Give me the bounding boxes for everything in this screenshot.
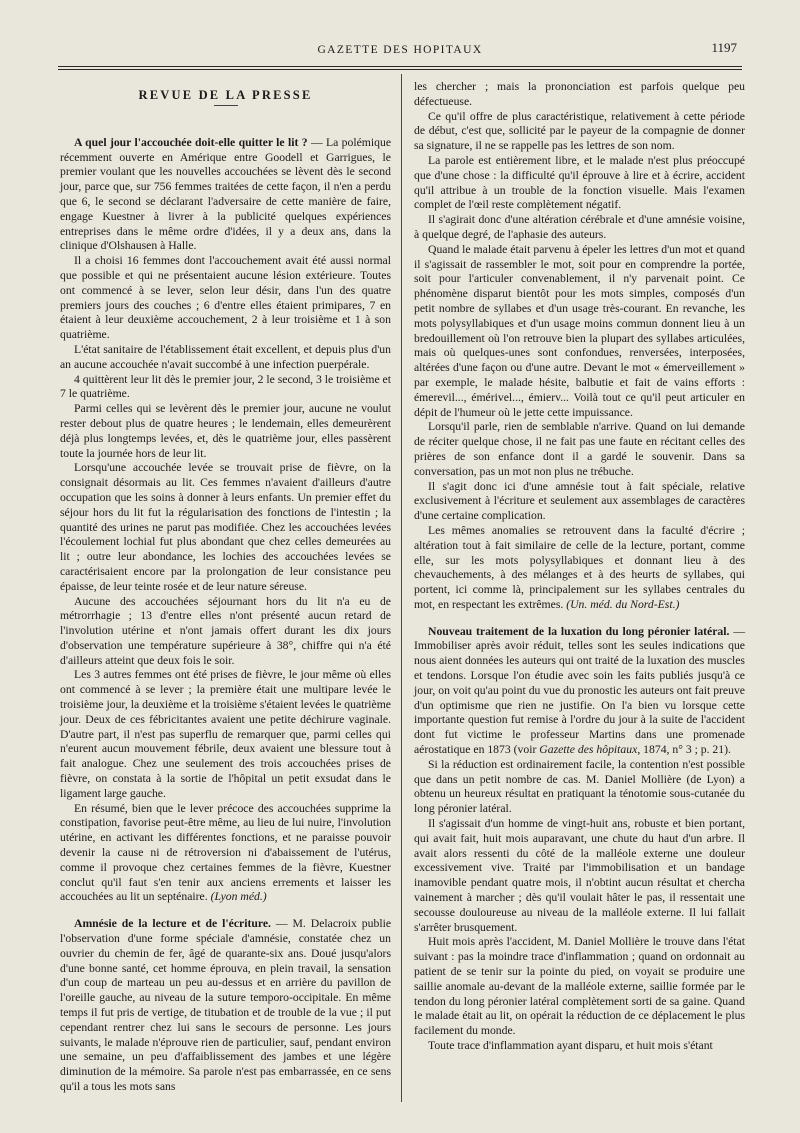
- article-paragraph: Lorsqu'il parle, rien de semblable n'arrive. Quand on lui demande de réciter quelque chose, il ne fait pas une faute en récitant celles des prières de son enfance dont il a gardé le souvenir. Dans sa conversation, pas un mot non plus ne trébuche.: [414, 420, 745, 478]
- article-paragraph: Aucune des accouchées séjournant hors du lit n'a eu de métrorrhagie ; 13 d'entre elles n'ont présenté aucun retard de l'involution utérine et n'ont jamais offert durant les dix jours d'observation une température supérieure à 38°, chiffre qui n'a été d'ailleurs atteint que deux fois le soir.: [60, 594, 391, 667]
- article-paragraph: Il s'agit donc ici d'une amnésie tout à fait spéciale, relative exclusivement à l'écriture et seulement aux assemblages de caractères d'une certaine complication.: [414, 479, 745, 523]
- journal-title: GAZETTE DES HOPITAUX: [317, 44, 483, 56]
- article-paragraph: En résumé, bien que le lever précoce des accouchées supprime la constipation, favorise peut-être même, au lieu de lui nuire, l'involution utérine, en activant les différentes fonctions, et ne paraisse pouvoir devenir la cause ni de rétroversion ni d'abaissement de l'utérus, comme il provoque chez certaines femmes de la fièvre, Kuestner conclut qu'il faut s'en tenir aux anciens errements et laisser les accouchées au lit un septénaire. (Lyon méd.): [60, 801, 391, 904]
- header-rule-double: [58, 69, 742, 70]
- article-heading-childbirth: A quel jour l'accouchée doit-elle quitter le lit ?: [74, 135, 308, 149]
- article-paragraph: Huit mois après l'accident, M. Daniel Mollière le trouve dans l'état suivant : pas la moindre trace d'inflammation ; quand on ordonnait au patient de se tenir sur la pointe du pied, on voyait se produire une saillie anomale au-devant de la malléole externe, saillie formée par le tendon du long péronier latéral complètement sorti de sa gaine. Quand le malade était au lit, on opérait la réduction de ce déplacement le plus facilement du monde.: [414, 935, 745, 1038]
- article-paragraph: Il s'agissait d'un homme de vingt-huit ans, robuste et bien portant, qui avait fait, huit mois auparavant, une chute du haut d'un arbre. Il avait alors ressenti du côté de la malléole externe une douleur excessivement vive. Traité par l'immobilisation et un bandage inamovible pendant quatre mois, il n'obtint aucun résultat et chercha vainement à marcher ; dès qu'il voulait hâter le pas, il ressentait une secousse douloureuse au niveau de la malléole externe. Il lui fallait s'arrêter brusquement.: [414, 817, 745, 934]
- article-paragraph: Les mêmes anomalies se retrouvent dans la faculté d'écrire ; altération tout à fait similaire de celle de la lecture, portant, comme elle, sur les mots polysyllabiques et donnant lieu à des chevauchements, à des mélanges et à des heurts de syllabes, qui portent, ici comme là, principalement sur les syllabes centrales du mot, en respectant les extrêmes. (Un. méd. du Nord-Est.): [414, 523, 745, 611]
- article-paragraph: Toute trace d'inflammation ayant disparu, et huit mois s'étant: [428, 1039, 713, 1052]
- article-paragraph: Quand le malade était parvenu à épeler les lettres d'un mot et quand il s'agissait de rassembler le mot, soit pour en comprendre la portée, soit pour l'articuler convenablement, il n'y parvenait point. Ce phénomène disparut bientôt pour les mots simples, composés d'un petit nombre de syllabes et d'un usage très-courant. En revanche, les mots polysyllabiques et d'un usage moins commun donnent lieu à un bredouillement où l'on retrouve bien la plupart des syllabes articulées, mais où quelques-unes sont confondues, renversées, interposées, altérées d'une façon ou d'une autre. Devant le mot « émerveillement » par exemple, le malade hésite, balbutie et fait de vains efforts : émerevil..., émérivel..., émierv... Voilà tout ce qu'il peut articuler en dépit de l'humeur où le jette cette impuissance.: [414, 242, 745, 419]
- article-paragraph: Nouveau traitement de la luxation du long péronier latéral. —Immobiliser après avoir réduit, telles sont les seules indications que nous aient données les auteurs qui ont traité de la luxation des muscles et tendons. Lorsque l'on étudie avec soin les faits publiés jusqu'à ce jour, on voit qu'au point du vue du pronostic les auteurs ont fait preuve d'un optimisme que rien ne justifie. On l'a bien vu lorsque cette importante question fut remise à l'ordre du jour à la suite de l'accident dont fut victime le professeur Martins dans une promenade aérostatique en 1873 (voir Gazette des hôpitaux, 1874, n° 3 ; p. 21).: [414, 624, 745, 757]
- article-paragraph: les chercher ; mais la prononciation est parfois quelque peu défectueuse.: [414, 80, 745, 108]
- article-paragraph: Les 3 autres femmes ont été prises de fièvre, le jour même où elles ont commencé à se lever ; la première était une multipare levée le troisième jour, la deuxième et la troisième s'étaient levées le quatrième jour. Deux de ces fébricitantes avaient une petite déchirure vaginale. D'autre part, il n'est pas superflu de remarquer que, parmi celles qui n'eurent aucun mouvement fébrile, deux avaient une blessure tout à fait analogue. Chez une seulement des trois accouchées prises de fièvre, on constata à la sortie de l'hôpital un petit exsudat dans le ligament large gauche.: [60, 668, 391, 800]
- section-title: REVUE DE LA PRESSE: [138, 88, 313, 102]
- article-paragraph: Parmi celles qui se levèrent dès le premier jour, aucune ne voulut rester debout plus de quatre heures ; le lendemain, elles demeurèrent déjà plus longtemps levées, et, dès le quatrième jour, elles passèrent toute la journée hors de leur lit.: [60, 402, 391, 460]
- running-head: [0, 40, 800, 60]
- left-column: [60, 80, 391, 1095]
- article-source: (Lyon méd.): [210, 890, 267, 904]
- citation-reference: Gazette des hôpitaux: [539, 743, 638, 757]
- page-number: 1197: [711, 40, 737, 55]
- header-rule: [58, 66, 742, 67]
- article-paragraph: Si la réduction est ordinairement facile, la contention n'est possible que dans un petit nombre de cas. M. Daniel Mollière (de Lyon) a obtenu un heureux résultat en pratiquant la ténotomie sous-cutanée du long péronier latéral.: [414, 757, 745, 816]
- article-paragraph: Amnésie de la lecture et de l'écriture. — M. Delacroix publie l'observation d'une forme spéciale d'amnésie, constatée chez un ouvrier du chemin de fer, âgé de quarante-six ans. Doué jusqu'alors d'une bonne santé, cet homme éprouva, en plein travail, la sensation d'un coup de marteau un peu au-dessus et en arrière du pavillon de l'oreille gauche, au niveau de la suture temporo-occipitale. En même temps il fut pris de vertige, de titubation et de trouble de la vue ; il put cependant rentrer chez lui sans le secours de personne. Les jours suivants, le malade n'éprouve rien de particulier, sauf, pendant environ une semaine, un peu d'affaiblissement des jambes et une légère diminution de la mémoire. Sa parole n'est pas embarrassée, en ce sens qu'il a tous les mots sans: [60, 917, 392, 1093]
- article-paragraph: Il a choisi 16 femmes dont l'accouchement avait été aussi normal que possible et qui ne présentaient aucune lésion extérieure. Toutes ont commencé à se lever, selon leur désir, dans l'un des quatre premiers jours des couches ; 6 d'entre elles étaient primipares, 7 en étaient à leur deuxième accouchement, 2 à leur troisième et 1 à son quatrième.: [60, 254, 391, 342]
- article-paragraph: La parole est entièrement libre, et le malade n'est plus préoccupé que d'une chose : la difficulté qu'il éprouve à lire et à écrire, accident qu'il attribue à un trouble de la fonction visuelle. Mais l'examen complet de l'œil reste complètement négatif.: [414, 153, 745, 212]
- article-paragraph: Il s'agirait donc d'une altération cérébrale et d'une amnésie voisine, à quelque degré, de l'aphasie des auteurs.: [414, 213, 745, 241]
- right-column: [414, 80, 745, 1054]
- article-paragraph: Lorsqu'une accouchée levée se trouvait prise de fièvre, on la consignait désormais au lit. Ces femmes n'avaient d'ailleurs d'autre occupation que les soins à donner à leurs enfants. Un premier effet du séjour hors du lit fut la régularisation des fonctions de l'intestin ; la quantité des urines ne parut pas modifiée. Chez les accouchées levées l'écoulement lochial fut plus abondant que chez celles demeurées au lit ; outre leur abondance, les lochies des accouchées levées se caractérisaient encore par la prolongation de leur consistance peu épaisse, de leur teinte rosée et de leur nature séreuse.: [60, 461, 391, 593]
- article-source: (Un. méd. du Nord-Est.): [566, 597, 680, 611]
- article-paragraph: A quel jour l'accouchée doit-elle quitter le lit ? — La polémique récemment ouverte en Amérique entre Goodell et Garrigues, le premier voulant que les nouvelles accouchées se lèvent dès le second jour, parce que, sur 756 femmes traitées de cette façon, il n'en a perdu que 6, le second se déclarant l'adversaire de cette manière de faire, engage Kuestner à livrer à la publicité quelques expériences entreprises dans le même ordre d'idées, il y a deux ans, dans la clinique d'Olshausen à Halle.: [60, 135, 392, 253]
- article-heading-peroneal: Nouveau traitement de la luxation du long péronier latéral.: [428, 624, 730, 638]
- article-heading-amnesia: Amnésie de la lecture et de l'écriture.: [74, 917, 271, 931]
- article-paragraph: 4 quittèrent leur lit dès le premier jour, 2 le second, 3 le troisième et 7 le quatrième.: [60, 372, 391, 401]
- article-paragraph: L'état sanitaire de l'établissement était excellent, et depuis plus d'un an aucune accouchée n'avait succombé à une infection puerpérale.: [60, 342, 391, 371]
- article-paragraph: Ce qu'il offre de plus caractéristique, relativement à cette période de début, c'est que, sollicité par le payeur de la compagnie de donner sa signature, il ne se rappelle pas les lettres de son nom.: [414, 109, 745, 153]
- column-divider: [401, 74, 402, 1102]
